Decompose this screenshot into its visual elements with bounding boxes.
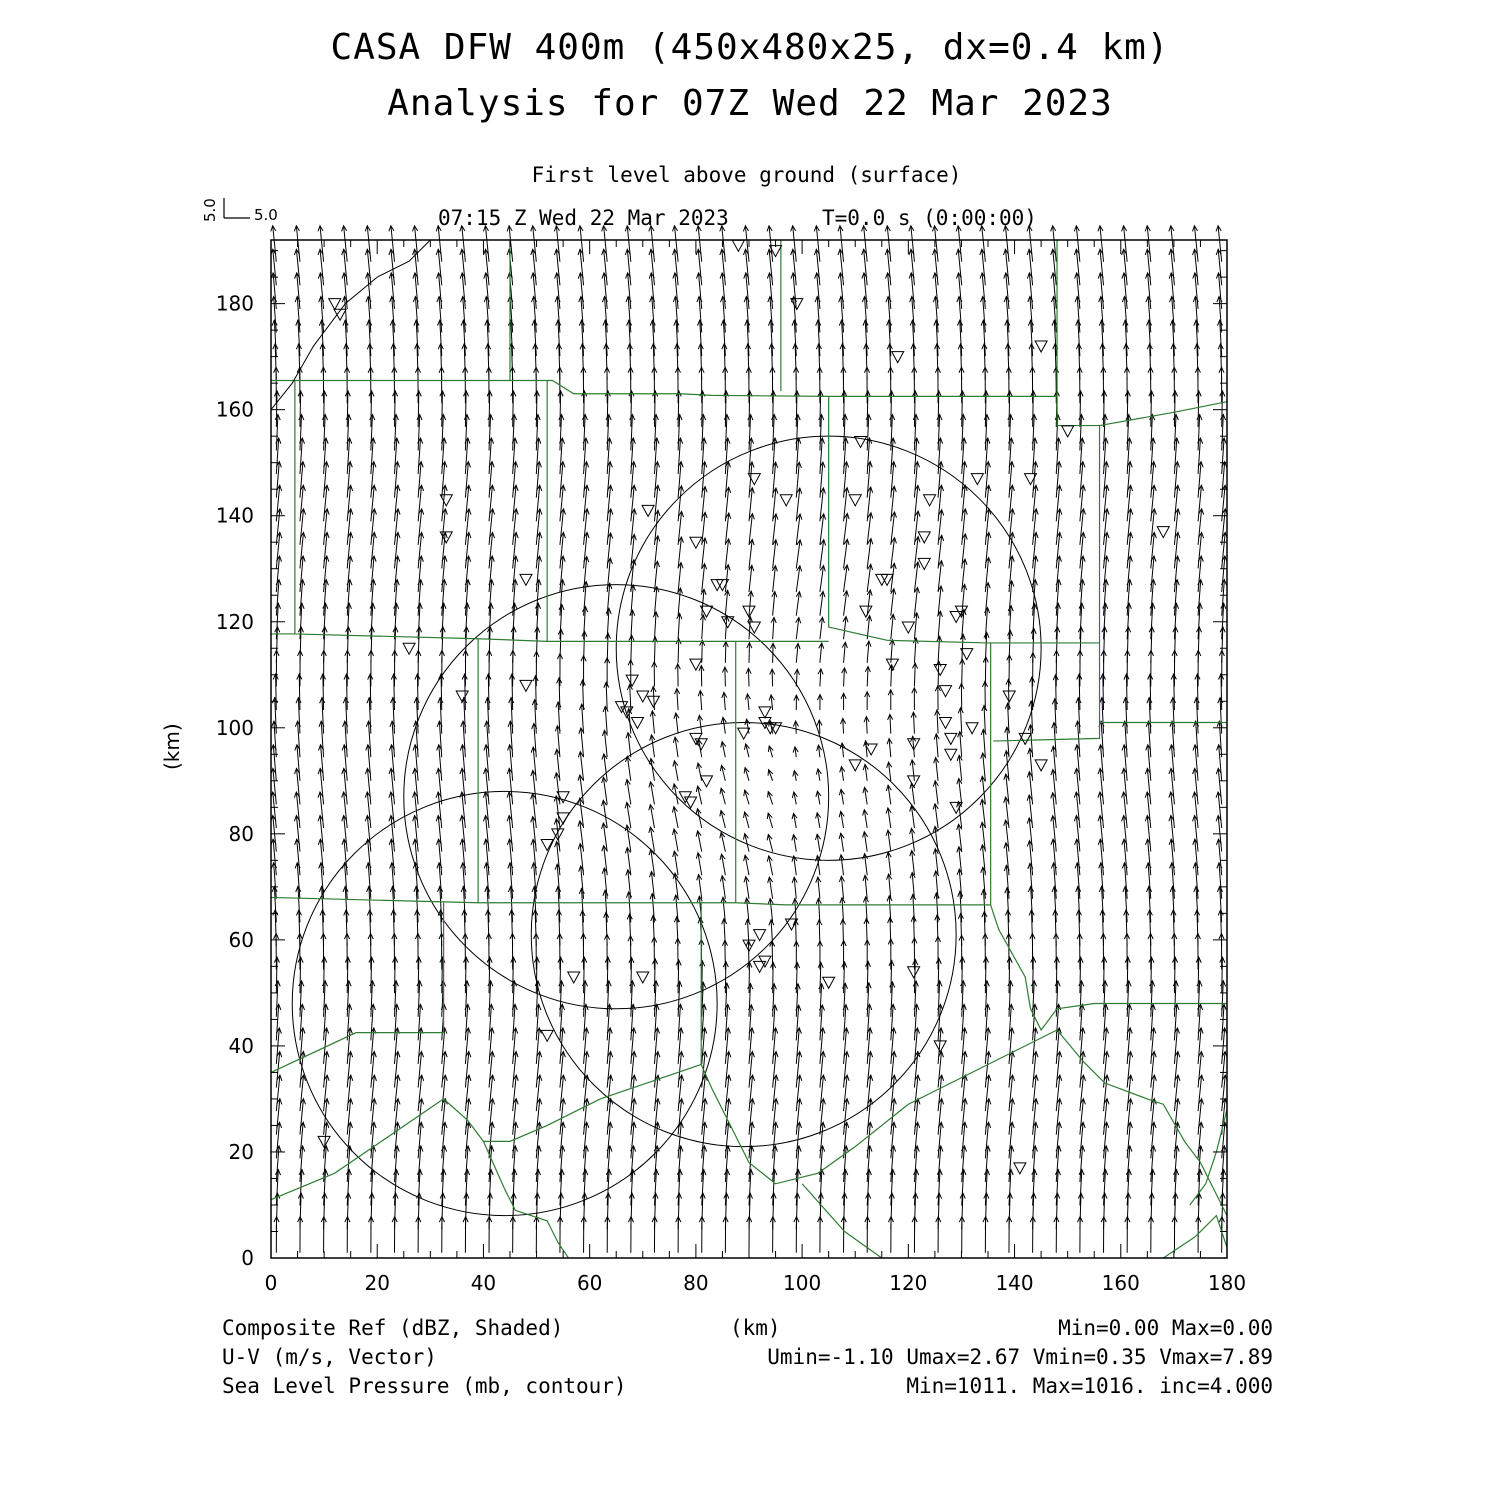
x-tick-label: 40 [470, 1271, 497, 1295]
station-marker [568, 972, 580, 983]
y-tick-label: 0 [241, 1246, 254, 1270]
station-marker [1157, 527, 1169, 538]
wind-vector [914, 663, 915, 686]
wind-vector [702, 615, 703, 639]
station-marker [971, 474, 983, 485]
station-marker [722, 617, 734, 628]
station-marker [1014, 1163, 1026, 1174]
wind-vector [843, 718, 844, 733]
wind-vector [867, 666, 868, 686]
y-tick-label: 40 [228, 1033, 254, 1058]
y-tick-label: 100 [215, 715, 254, 740]
legend-field2: U-V (m/s, Vector) [222, 1345, 437, 1369]
station-marker [440, 495, 452, 506]
x-tick-label: 0 [264, 1271, 278, 1295]
station-marker [908, 967, 920, 978]
x-axis-label: (km) [730, 1316, 781, 1340]
station-marker [1035, 341, 1047, 352]
wind-vector [772, 669, 773, 686]
county-boundary-line [1163, 1216, 1227, 1258]
y-tick-label: 140 [215, 503, 254, 528]
station-marker [849, 495, 861, 506]
county-boundary-line [701, 1030, 1057, 1184]
wind-vector [654, 612, 656, 639]
station-marker [701, 776, 713, 787]
range-ring [292, 791, 717, 1215]
station-marker [759, 707, 771, 718]
valid-time: 07:15 Z Wed 22 Mar 2023 [438, 206, 729, 230]
y-tick-label: 160 [215, 397, 254, 422]
station-marker [334, 309, 346, 320]
station-marker [456, 691, 468, 702]
vector-key-v-label: 5.0 [201, 198, 219, 222]
time-label: T=0.0 s (0:00:00) [822, 206, 1037, 230]
wind-vector [890, 714, 891, 733]
station-marker [950, 802, 962, 813]
level-label: First level above ground (surface) [531, 163, 962, 187]
station-marker [892, 352, 904, 363]
station-marker [318, 1136, 330, 1147]
station-marker [754, 930, 766, 941]
station-marker [1035, 760, 1047, 771]
wind-vector [677, 689, 678, 710]
station-marker [642, 505, 654, 516]
station-marker [886, 659, 898, 670]
station-marker [631, 717, 643, 728]
chart-title-line1: CASA DFW 400m (450x480x25, dx=0.4 km) [330, 27, 1170, 68]
legend-field3-stats: Min=1011. Max=1016. inc=4.000 [906, 1374, 1273, 1398]
county-boundary-line [483, 1141, 568, 1258]
station-marker [908, 739, 920, 750]
wind-vector [678, 613, 680, 639]
station-marker [738, 728, 750, 739]
x-tick-label: 80 [683, 1271, 709, 1295]
county-boundary-line [991, 905, 1227, 1030]
wind-vector [820, 669, 821, 687]
station-marker [541, 1030, 553, 1041]
station-marker [934, 664, 946, 675]
x-tick-label: 180 [1207, 1271, 1247, 1295]
station-marker [780, 495, 792, 506]
x-tick-label: 60 [576, 1271, 603, 1295]
station-marker [849, 760, 861, 771]
station-marker [918, 558, 930, 569]
station-marker [690, 537, 702, 548]
y-tick-label: 60 [228, 927, 254, 952]
station-marker [743, 606, 755, 617]
legend-field2-stats: Umin=-1.10 Umax=2.67 Vmin=0.35 Vmax=7.89 [767, 1345, 1273, 1369]
wind-vector [630, 684, 631, 710]
station-marker [1024, 474, 1036, 485]
station-marker [966, 723, 978, 734]
station-marker [520, 574, 532, 585]
station-marker [1003, 691, 1015, 702]
station-marker [520, 680, 532, 691]
station-marker [908, 776, 920, 787]
station-marker [647, 696, 659, 707]
vector-key [201, 198, 278, 224]
station-marker [823, 977, 835, 988]
station-marker [945, 749, 957, 760]
station-marker [637, 972, 649, 983]
x-tick-label: 100 [783, 1271, 822, 1295]
wind-vector [844, 668, 845, 687]
x-tick-label: 20 [364, 1271, 390, 1295]
wind-vector [866, 716, 867, 733]
station-marker [934, 1041, 946, 1052]
y-tick-label: 120 [215, 609, 254, 634]
y-tick-label: 20 [228, 1139, 254, 1164]
legend-field1-stats: Min=0.00 Max=0.00 [1058, 1316, 1273, 1340]
wind-vector [749, 617, 750, 639]
y-axis-label: (km) [160, 723, 184, 770]
county-boundary-line [271, 897, 478, 902]
x-tick-label: 120 [889, 1271, 928, 1295]
range-ring [531, 722, 956, 1146]
legend-field1: Composite Ref (dBZ, Shaded) [222, 1316, 564, 1340]
chart-title-line2: Analysis for 07Z Wed 22 Mar 2023 [387, 83, 1113, 124]
station-marker [552, 829, 564, 840]
y-tick-label: 180 [215, 291, 254, 316]
wind-vector [631, 635, 632, 663]
wind-vector [937, 710, 938, 734]
wind-vector [748, 668, 749, 686]
wind-vector [773, 617, 774, 639]
wind-vector [678, 639, 679, 663]
station-marker [940, 717, 952, 728]
station-marker [855, 436, 867, 447]
county-boundary-line [271, 903, 701, 1200]
wind-vector [605, 706, 607, 733]
station-marker [1062, 426, 1074, 437]
x-tick-label: 140 [995, 1271, 1034, 1295]
radar-range-rings [292, 436, 1041, 1215]
station-marker [329, 299, 341, 310]
station-marker [945, 733, 957, 744]
y-tick-label: 80 [228, 821, 254, 846]
station-marker [940, 686, 952, 697]
station-marker [754, 961, 766, 972]
wind-vector [725, 642, 726, 663]
station-marker [626, 675, 638, 686]
wind-vector [961, 708, 962, 734]
vector-key-u-label: 5.0 [254, 206, 278, 224]
legend-field3: Sea Level Pressure (mb, contour) [222, 1374, 627, 1398]
wind-vector [914, 638, 916, 663]
wind-vector [938, 636, 940, 663]
station-marker [902, 622, 914, 633]
station-marker [743, 940, 755, 951]
station-marker [791, 299, 803, 310]
wind-vector [962, 659, 963, 686]
x-tick-label: 160 [1101, 1271, 1140, 1295]
wind-vector [913, 712, 914, 733]
station-marker [732, 240, 744, 251]
station-marker [403, 643, 415, 654]
station-marker [924, 495, 936, 506]
